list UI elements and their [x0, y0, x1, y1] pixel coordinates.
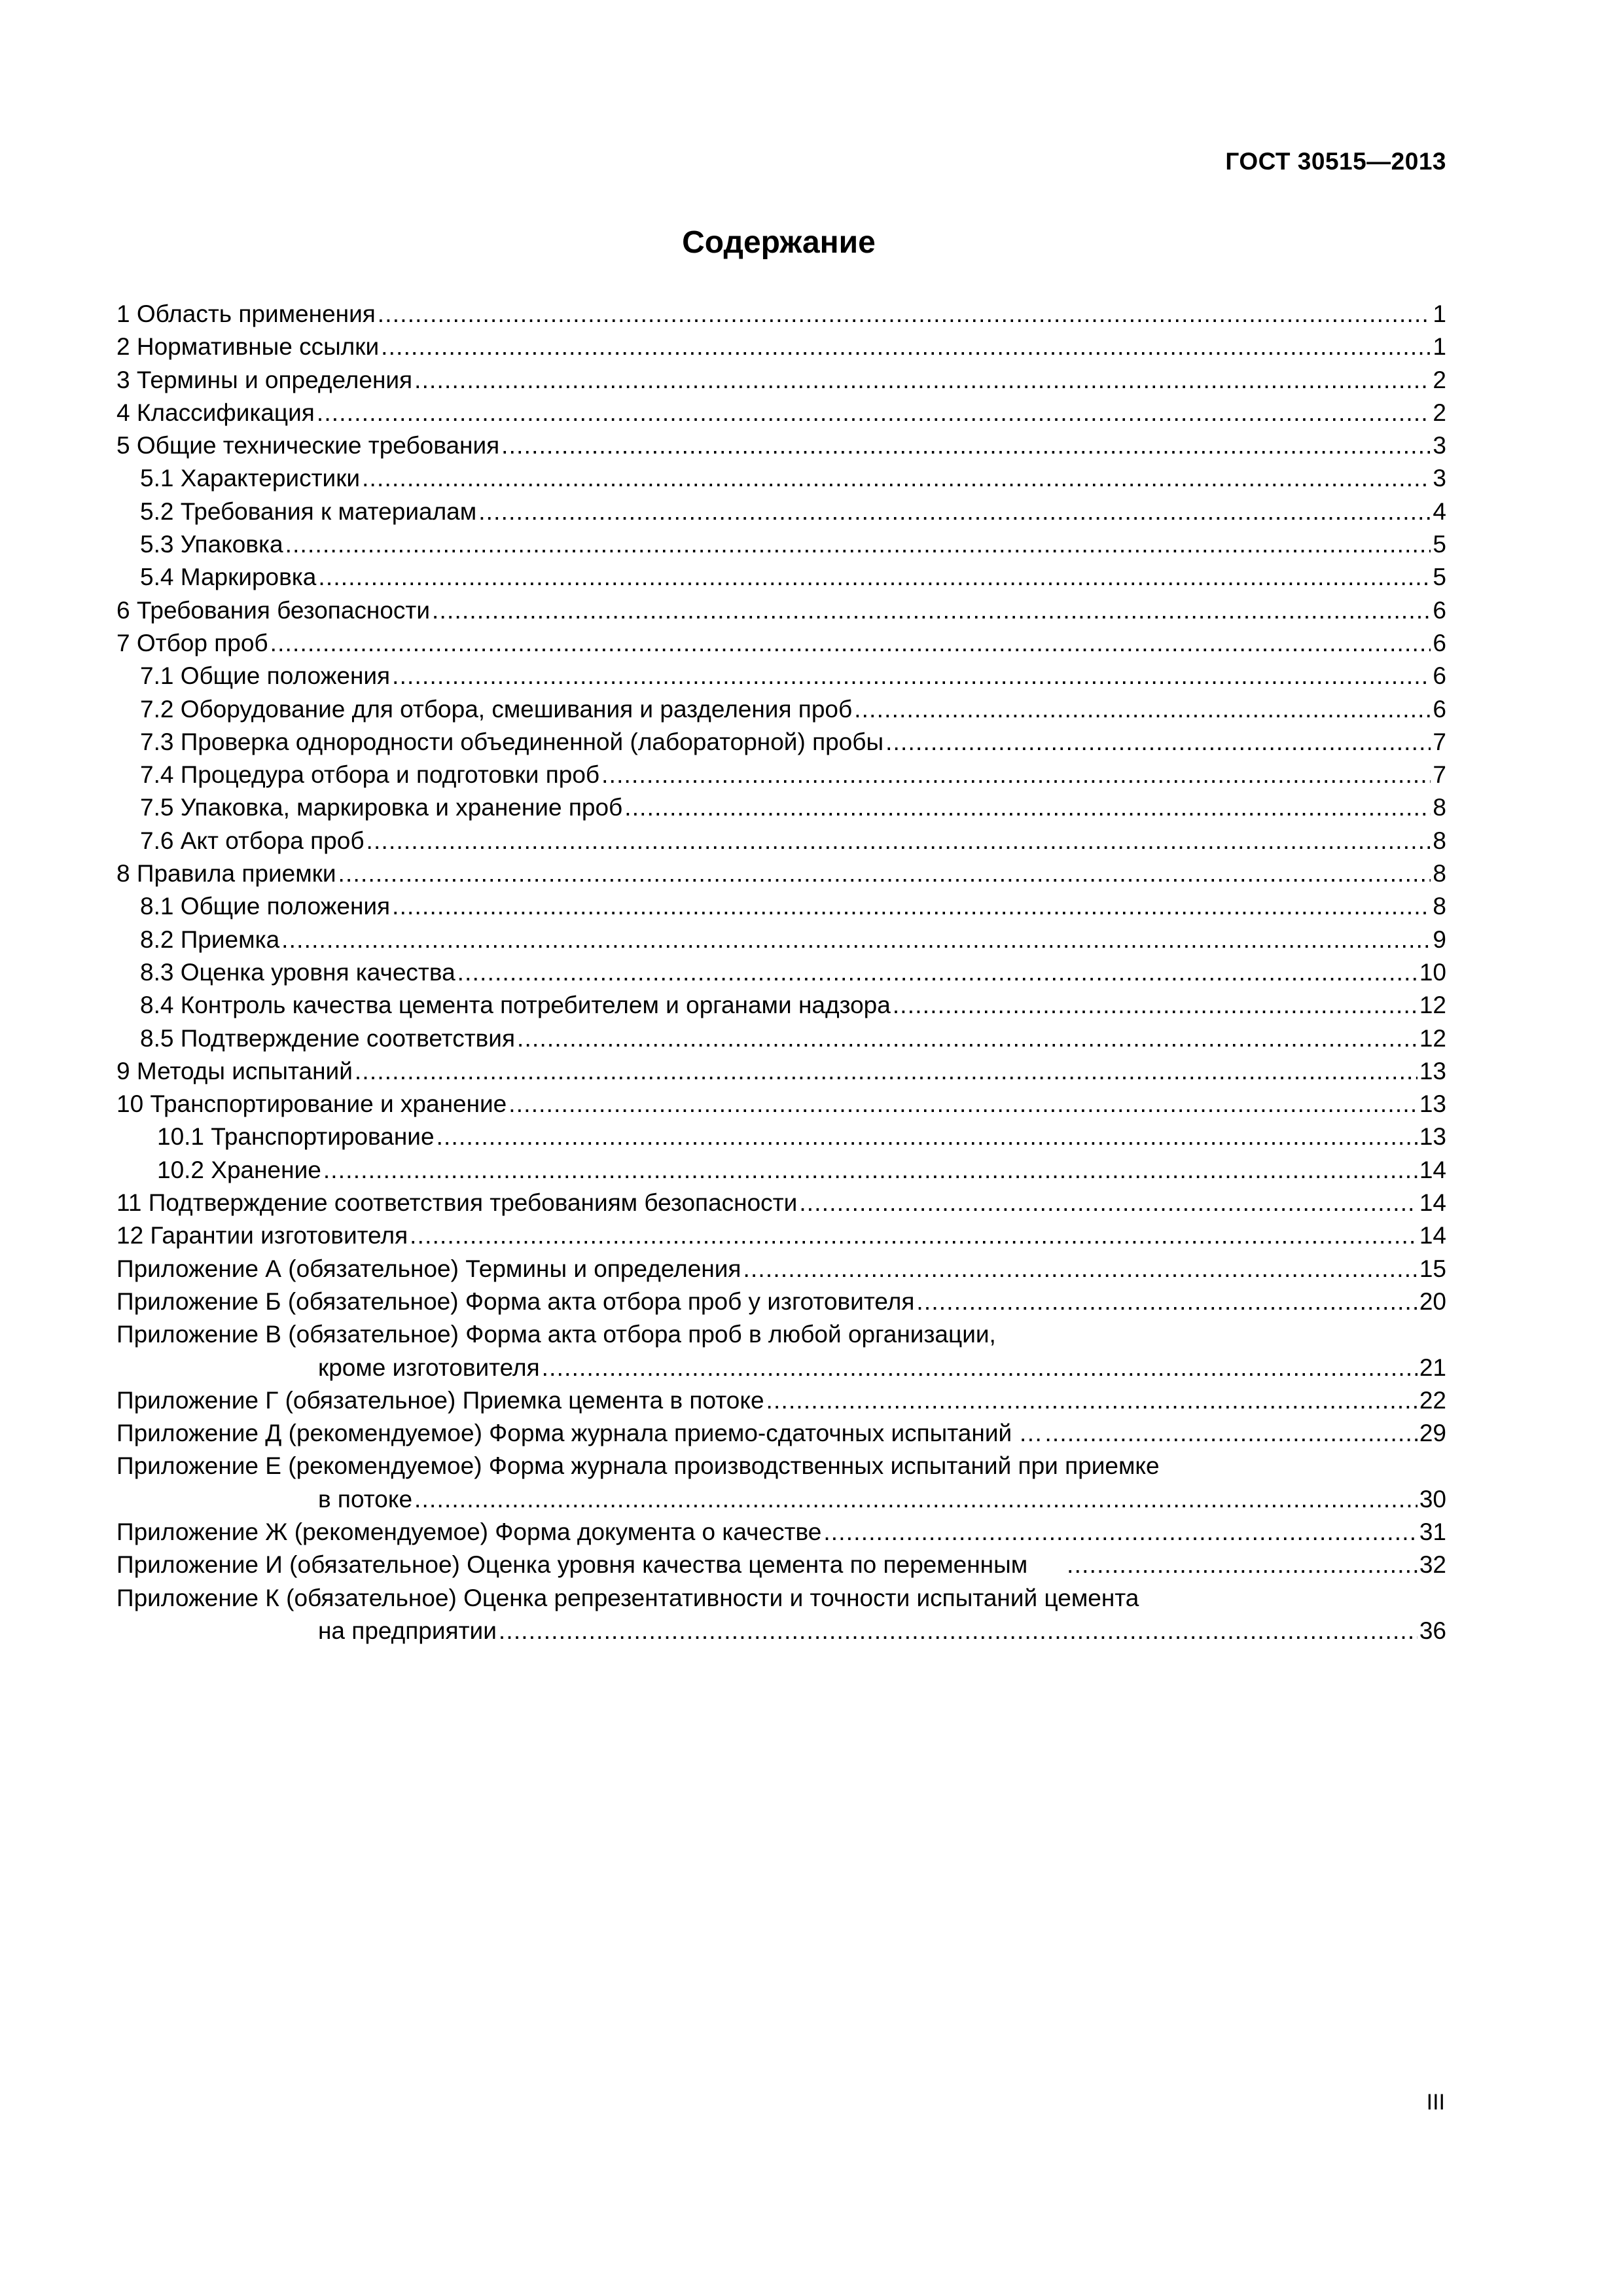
toc-entry-label: 8.5 Подтверждение соответствия: [140, 1024, 516, 1052]
dot-leader: [378, 298, 1431, 331]
dot-leader: [362, 462, 1431, 495]
toc-entry-page: 14: [1419, 1189, 1446, 1217]
toc-entry[interactable]: [116, 1285, 1446, 1318]
dot-leader: [743, 1253, 1417, 1285]
toc-entry-label: 8.2 Приемка: [140, 925, 280, 953]
toc-entry-page: 32: [1419, 1551, 1446, 1579]
toc-entry-page: 14: [1419, 1156, 1446, 1183]
toc-entry-label: Приложение К (обязательное) Оценка репрезентативности и точности испытаний цемента: [116, 1584, 1139, 1611]
toc-entry-label: Приложение В (обязательное) Форма акта отбора проб в любой организации,: [116, 1321, 996, 1348]
dot-leader: [338, 857, 1431, 890]
toc-entry[interactable]: [116, 890, 1446, 923]
toc-entry[interactable]: [116, 528, 1446, 561]
toc-entry-label: 11 Подтверждение соответствия требованиям безопасности: [116, 1189, 798, 1217]
toc-entry[interactable]: [116, 1549, 1446, 1581]
toc-entry-page: 2: [1433, 366, 1446, 393]
dot-leader: [501, 429, 1431, 462]
toc-entry[interactable]: [116, 791, 1446, 824]
dot-leader: [414, 364, 1431, 397]
toc-entry-page: 2: [1433, 399, 1446, 426]
dot-leader: [392, 890, 1431, 923]
toc-entry-label: 4 Классификация: [116, 399, 315, 426]
toc-entry-page: 36: [1419, 1617, 1446, 1644]
dot-leader: [457, 956, 1418, 989]
toc-entry[interactable]: [116, 1384, 1446, 1417]
dot-leader: [392, 660, 1431, 692]
toc-entry-continuation[interactable]: [116, 1352, 1446, 1384]
toc-entry[interactable]: [116, 1417, 1446, 1450]
dot-leader: [916, 1285, 1417, 1318]
toc-entry-page: 12: [1419, 1024, 1446, 1052]
dot-leader: [601, 759, 1431, 791]
toc-entry[interactable]: [116, 364, 1446, 397]
toc-entry-label: 6 Требования безопасности: [116, 596, 431, 624]
toc-entry-page: 12: [1419, 992, 1446, 1019]
toc-entry-label: 8.4 Контроль качества цемента потребителем и органами надзора: [140, 992, 891, 1019]
dot-leader: [1067, 1549, 1418, 1581]
toc-entry-label: 7.3 Проверка однородности объединенной (лабораторной) пробы: [140, 728, 884, 755]
toc-entry-label: 5.2 Требования к материалам: [140, 497, 477, 525]
toc-entry-label: Приложение Д (рекомендуемое) Форма журнала приемо-сдаточных испытаний …: [116, 1420, 1043, 1447]
toc-entry-page: 6: [1433, 695, 1446, 723]
document-code: ГОСТ 30515—2013: [1225, 148, 1446, 175]
toc-entry-label: 5.4 Маркировка: [140, 564, 317, 591]
toc-entry-label: Приложение Г (обязательное) Приемка цемента в потоке: [116, 1386, 764, 1414]
toc-entry-continuation[interactable]: [116, 1615, 1446, 1647]
dot-leader: [410, 1219, 1418, 1252]
toc-entry[interactable]: [116, 956, 1446, 989]
toc-entry-label: 3 Термины и определения: [116, 366, 413, 393]
toc-entry[interactable]: [116, 429, 1446, 462]
toc-entry-label: 12 Гарантии изготовителя: [116, 1222, 408, 1249]
toc-entry[interactable]: [116, 1121, 1446, 1153]
toc-entry-page: 31: [1419, 1518, 1446, 1545]
dot-leader: [270, 627, 1431, 660]
dot-leader: [893, 989, 1418, 1022]
toc-entry[interactable]: [116, 1154, 1446, 1187]
dot-leader: [1044, 1417, 1417, 1450]
toc-entry-label: 2 Нормативные ссылки: [116, 333, 380, 361]
dot-leader: [517, 1022, 1418, 1055]
toc-entry[interactable]: [116, 693, 1446, 726]
toc-entry[interactable]: [116, 1088, 1446, 1121]
toc-entry-page: 13: [1419, 1090, 1446, 1118]
toc-entry[interactable]: [116, 759, 1446, 791]
toc-entry-page: 8: [1433, 893, 1446, 920]
toc-entry-label-continuation: кроме изготовителя: [318, 1354, 540, 1381]
dot-leader: [285, 528, 1431, 561]
dot-leader: [323, 1154, 1418, 1187]
toc-entry-page: 7: [1433, 728, 1446, 755]
toc-entry[interactable]: [116, 594, 1446, 627]
dot-leader: [499, 1615, 1418, 1647]
toc-entry-page: 8: [1433, 860, 1446, 888]
toc-entry-label: 5.3 Упаковка: [140, 531, 283, 558]
toc-entry-label: 5.1 Характеристики: [140, 465, 361, 492]
toc-entry-label: 7.5 Упаковка, маркировка и хранение проб: [140, 794, 623, 821]
dot-leader: [317, 397, 1431, 429]
toc-entry-page: 5: [1433, 564, 1446, 591]
dot-leader: [885, 726, 1431, 759]
toc-entry-page: 14: [1419, 1222, 1446, 1249]
toc-entry[interactable]: [116, 1187, 1446, 1219]
dot-leader: [766, 1384, 1418, 1417]
toc-entry-label: Приложение Е (рекомендуемое) Форма журнала производственных испытаний при приемке: [116, 1452, 1160, 1480]
toc-entry-label: 8 Правила приемки: [116, 860, 336, 888]
dot-leader: [823, 1516, 1418, 1549]
toc-entry-label: 7.4 Процедура отбора и подготовки проб: [140, 761, 600, 789]
toc-entry-page: 3: [1433, 465, 1446, 492]
dot-leader: [432, 594, 1431, 627]
toc-entry[interactable]: [116, 627, 1446, 660]
dot-leader: [281, 924, 1431, 956]
dot-leader: [542, 1352, 1418, 1384]
toc-entry-page: 22: [1419, 1386, 1446, 1414]
toc-entry[interactable]: [116, 924, 1446, 956]
toc-entry-label-continuation: на предприятии: [318, 1617, 497, 1644]
toc-entry-page: 13: [1419, 1123, 1446, 1151]
toc-entry-continuation[interactable]: [116, 1483, 1446, 1516]
toc-entry[interactable]: [116, 298, 1446, 331]
dot-leader: [854, 693, 1431, 726]
toc-entry[interactable]: [116, 495, 1446, 528]
toc-entry-page: 9: [1433, 925, 1446, 953]
toc-entry-page: 1: [1433, 333, 1446, 361]
toc-entry[interactable]: [116, 561, 1446, 594]
toc-entry-page: 30: [1419, 1485, 1446, 1513]
toc-entry-label: 10 Транспортирование и хранение: [116, 1090, 507, 1118]
toc-entry-page: 6: [1433, 596, 1446, 624]
toc-entry[interactable]: [116, 1055, 1446, 1088]
toc-entry[interactable]: [116, 1450, 1446, 1482]
toc-entry-label: 10.2 Хранение: [157, 1156, 321, 1183]
toc-entry-page: 29: [1419, 1420, 1446, 1447]
toc-entry-label: Приложение Ж (рекомендуемое) Форма документа о качестве: [116, 1518, 822, 1545]
toc-entry[interactable]: [116, 660, 1446, 692]
toc-entry-label: 7.6 Акт отбора проб: [140, 827, 365, 854]
toc-entry-page: 20: [1419, 1287, 1446, 1315]
dot-leader: [624, 791, 1431, 824]
toc-entry-label-continuation: в потоке: [318, 1485, 413, 1513]
toc-entry[interactable]: [116, 331, 1446, 363]
toc-entry[interactable]: [116, 989, 1446, 1022]
toc-entry-page: 6: [1433, 629, 1446, 656]
toc-entry-label: 9 Методы испытаний: [116, 1057, 353, 1085]
table-of-contents: [116, 298, 1446, 1647]
toc-entry-label: Приложение И (обязательное) Оценка уровня качества цемента по переменным: [116, 1551, 1028, 1579]
toc-entry[interactable]: [116, 1219, 1446, 1252]
toc-entry[interactable]: [116, 1516, 1446, 1549]
toc-entry[interactable]: [116, 1582, 1446, 1615]
toc-entry-page: 8: [1433, 794, 1446, 821]
toc-entry-label: 8.1 Общие положения: [140, 893, 391, 920]
toc-entry[interactable]: [116, 462, 1446, 495]
toc-entry-page: 15: [1419, 1255, 1446, 1282]
toc-entry[interactable]: [116, 857, 1446, 890]
toc-entry-page: 10: [1419, 958, 1446, 986]
toc-entry[interactable]: [116, 1022, 1446, 1055]
toc-entry-page: 21: [1419, 1354, 1446, 1381]
dot-leader: [414, 1483, 1418, 1516]
toc-entry-page: 5: [1433, 531, 1446, 558]
toc-entry-page: 8: [1433, 827, 1446, 854]
toc-entry[interactable]: [116, 1318, 1446, 1351]
dot-leader: [318, 561, 1431, 594]
toc-entry-label: Приложение А (обязательное) Термины и определения: [116, 1255, 741, 1282]
toc-entry-label: 5 Общие технические требования: [116, 432, 500, 459]
toc-entry-page: 1: [1433, 300, 1446, 327]
dot-leader: [478, 495, 1431, 528]
toc-entry-label: 8.3 Оценка уровня качества: [140, 958, 455, 986]
toc-entry-label: 1 Область применения: [116, 300, 376, 327]
toc-entry[interactable]: [116, 825, 1446, 857]
toc-entry[interactable]: [116, 726, 1446, 759]
dot-leader: [799, 1187, 1418, 1219]
toc-entry-label: 7.2 Оборудование для отбора, смешивания и разделения проб: [140, 695, 853, 723]
dot-leader: [366, 825, 1431, 857]
toc-entry-page: 4: [1433, 497, 1446, 525]
toc-entry-label: Приложение Б (обязательное) Форма акта отбора проб у изготовителя: [116, 1287, 915, 1315]
toc-entry-page: 6: [1433, 662, 1446, 690]
toc-entry-label: 7.1 Общие положения: [140, 662, 391, 690]
dot-leader: [381, 331, 1431, 363]
toc-entry[interactable]: [116, 1253, 1446, 1285]
toc-entry-page: 13: [1419, 1057, 1446, 1085]
page-number: III: [1426, 2090, 1445, 2115]
toc-entry[interactable]: [116, 397, 1446, 429]
dot-leader: [437, 1121, 1418, 1153]
toc-title: Содержание: [682, 225, 876, 260]
dot-leader: [355, 1055, 1418, 1088]
dot-leader: [508, 1088, 1418, 1121]
toc-entry-label: 7 Отбор проб: [116, 629, 268, 656]
toc-entry-label: 10.1 Транспортирование: [157, 1123, 435, 1151]
toc-entry-page: 3: [1433, 432, 1446, 459]
toc-entry-page: 7: [1433, 761, 1446, 789]
